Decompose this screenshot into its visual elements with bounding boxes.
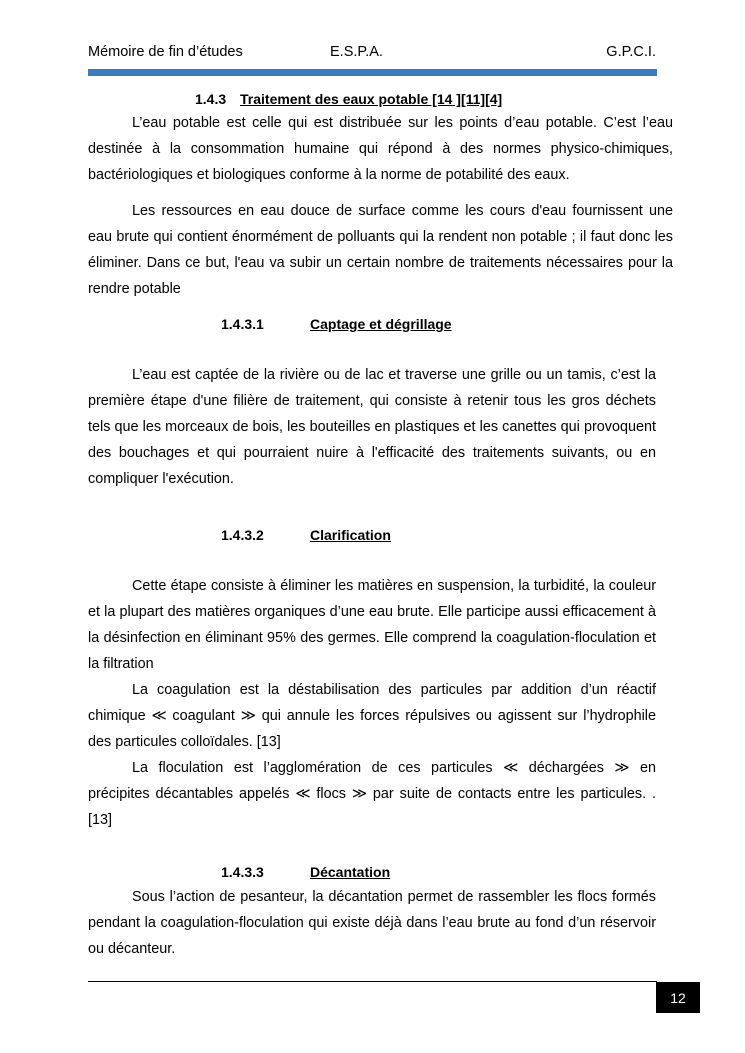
section-number: 1.4.3 [195,91,227,107]
subsection-heading-1 [88,311,673,337]
intro-paragraph-2: Les ressources en eau douce de surface comme les cours d'eau fournissent une eau brute qui contient énormément de polluants qui la rendent non potable ; il faut donc les éliminer. Dans ce but, l'eau va subir un certain nombre de traitements nécessaires pour la rendre potable [88,203,673,297]
page-body [88,86,673,962]
subsection-number-2: 1.4.3.2 [221,527,264,543]
floculation-paragraph: La floculation est l’agglomération de ces particules ≪ déchargées ≫ en précipites décantables appelés ≪ flocs ≫ par suite de contacts entre les particules. . [13] [88,760,656,828]
page-number-box [656,982,700,1013]
header-right-text: G.P.C.I. [606,44,656,60]
captage-paragraph: L’eau est captée de la rivière ou de lac et traverse une grille ou un tamis, c’est la première étape d'une filière de traitement, qui consiste à retenir tous les gros déchets tels que les morceaux de bois, les bouteilles en plastiques et les canettes qui provoquent des bouchages et qui pourraient nuire à l'efficacité des traitements suivants, ou en compliquer l'exécution. [88,367,656,487]
footer-rule [88,981,657,982]
clarification-paragraph: Cette étape consiste à éliminer les matières en suspension, la turbidité, la couleur et la plupart des matières organiques d’une eau brute. Elle participe aussi efficacement à la désinfection en éliminant 95% des germes. Elle comprend la coagulation-floculation et la filtration [88,578,656,672]
decantation-paragraph: Sous l’action de pesanteur, la décantation permet de rassembler les flocs formés pendant la coagulation-floculation qui existe déjà dans l’eau brute au fond d’un réservoir ou décanteur. [88,889,656,957]
subsection-title-1: Captage et dégrillage [310,316,452,332]
subsection-heading-3 [88,859,673,885]
section-heading [88,86,673,112]
subsection-number-3: 1.4.3.3 [221,864,264,880]
subsection-number-1: 1.4.3.1 [221,316,264,332]
coagulation-paragraph: La coagulation est la déstabilisation des particules par addition d’un réactif chimique ≪ coagulant ≫ qui annule les forces répulsives ou agissent sur l’hydrophile des particules colloïdales. [13] [88,682,656,750]
subsection-title-2: Clarification [310,527,391,543]
header-left-text: Mémoire de fin d’études [88,44,243,60]
page-header [88,44,656,64]
header-center-text: E.S.P.A. [330,44,383,60]
page-number: 12 [670,989,686,1006]
subsection-heading-2 [88,522,673,548]
header-rule [88,69,657,76]
section-title: Traitement des eaux potable [14 ][11][4] [240,91,503,107]
subsection-title-3: Décantation [310,864,391,880]
intro-paragraph-1: L’eau potable est celle qui est distribuée sur les points d’eau potable. C’est l’eau destinée à la consommation humaine qui répond à des normes physico-chimiques, bactériologiques et biologiques conforme à la norme de potabilité des eaux. [88,115,673,183]
